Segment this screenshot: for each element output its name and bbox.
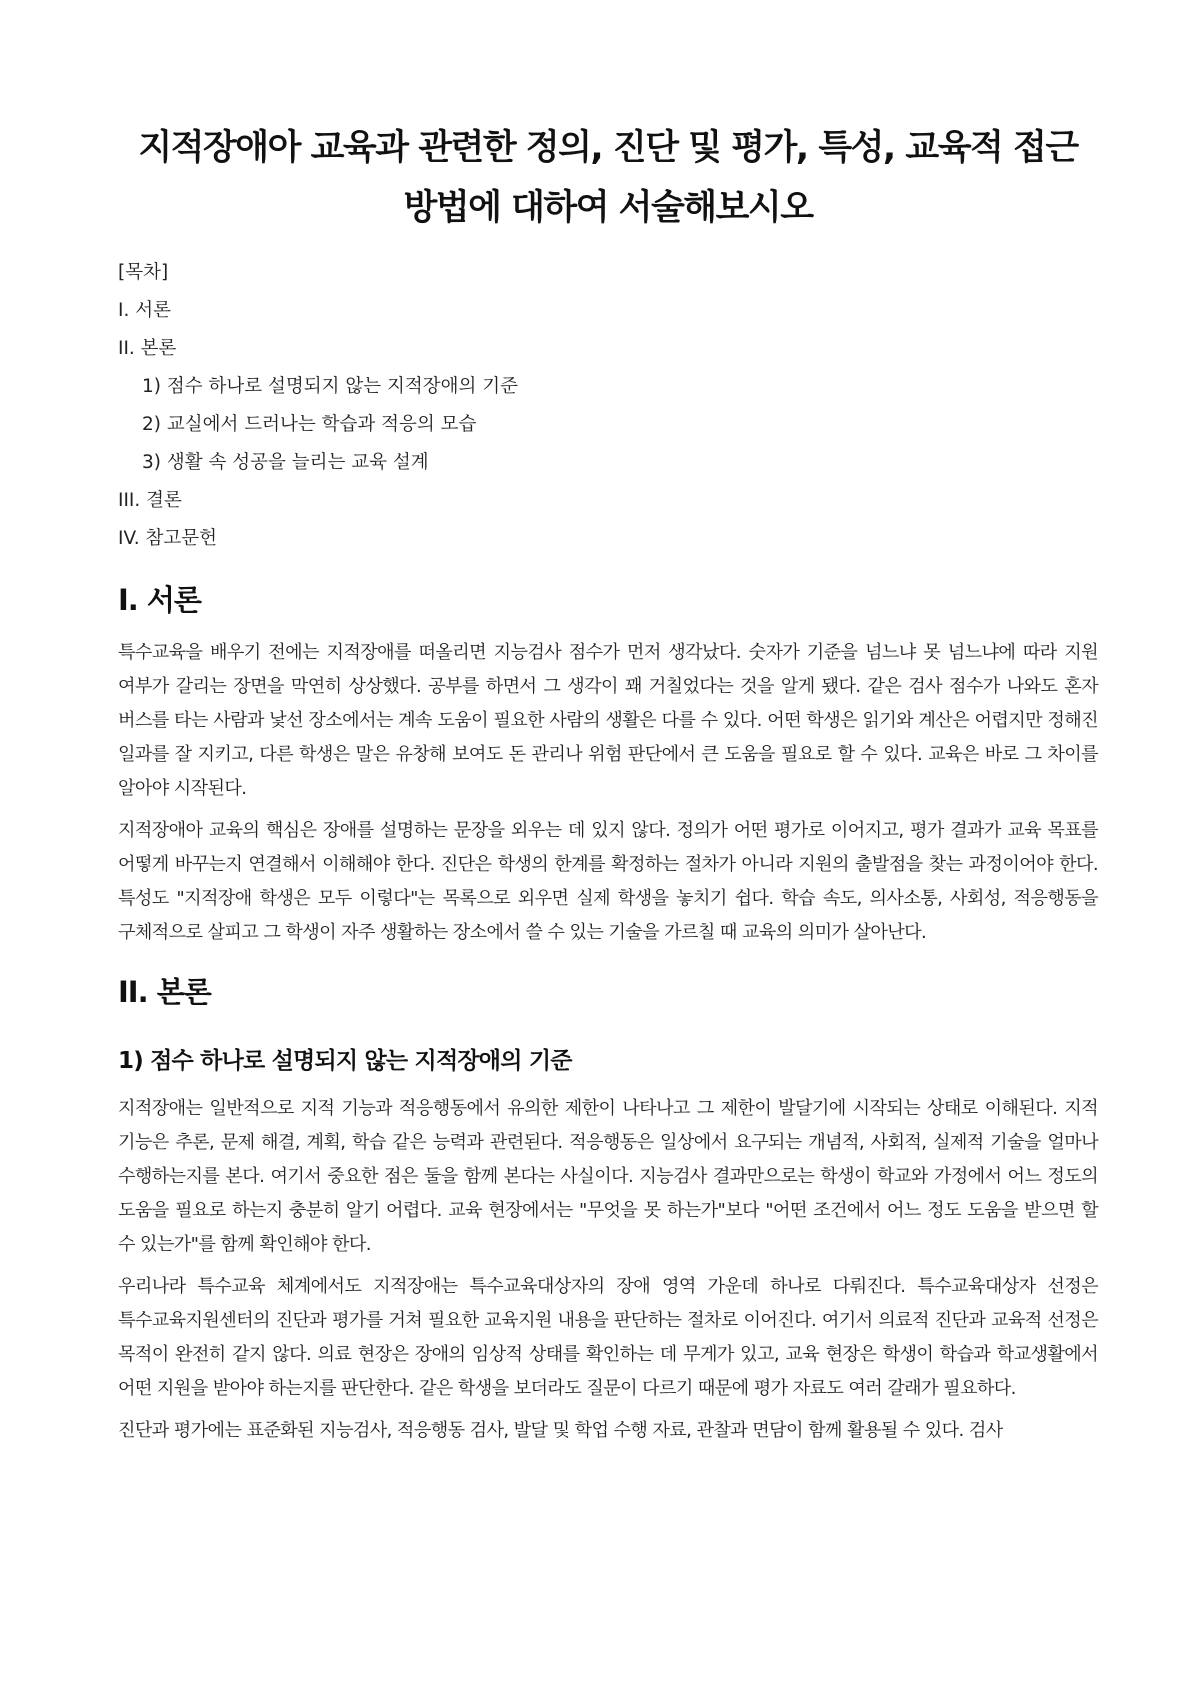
toc-item-intro: I. 서론: [118, 300, 171, 321]
toc-heading: [목차]: [118, 262, 169, 283]
body-paragraph: 우리나라 특수교육 체계에서도 지적장애는 특수교육대상자의 장애 영역 가운데 하나로 다뤄진다. 특수교육대상자 선정은 특수교육지원센터의 진단과 평가를 거쳐 필요한 교육지원 내용을 판단하는 절차로 이어진다. 여기서 의료적 진단과 교육적 선정은 목적이 완전히 같지 않다. 의료 현장은 장애의 임상적 상태를 확인하는 데 무게가 있고, 교육 현장은 학생이 학습과 학교생활에서 어떤 지원을 받아야 하는지를 판단한다. 같은 학생을 보더라도 질문이 다르기 때문에 평가 자료도 여러 갈래가 필요하다.: [118, 1276, 1098, 1399]
intro-paragraph: 특수교육을 배우기 전에는 지적장애를 떠올리면 지능검사 점수가 먼저 생각났다. 숫자가 기준을 넘느냐 못 넘느냐에 따라 지원 여부가 갈리는 장면을 막연히 상상했다. 공부를 하면서 그 생각이 꽤 거칠었다는 것을 알게 됐다. 같은 검사 점수가 나와도 혼자 버스를 타는 사람과 낯선 장소에서는 계속 도움이 필요한 사람의 생활은 다를 수 있다. 어떤 학생은 읽기와 계산은 어렵지만 정해진 일과를 잘 지키고, 다른 학생은 말은 유창해 보여도 돈 관리나 위험 판단에서 큰 도움을 필요로 할 수 있다. 교육은 바로 그 차이를 알아야 시작된다.: [118, 642, 1098, 799]
body-paragraph: 지적장애는 일반적으로 지적 기능과 적응행동에서 유의한 제한이 나타나고 그 제한이 발달기에 시작되는 상태로 이해된다. 지적 기능은 추론, 문제 해결, 계획, 학습 같은 능력과 관련된다. 적응행동은 일상에서 요구되는 개념적, 사회적, 실제적 기술을 얼마나 수행하는지를 본다. 여기서 중요한 점은 둘을 함께 본다는 사실이다. 지능검사 결과만으로는 학생이 학교와 가정에서 어느 정도의 도움을 필요로 하는지 충분히 알기 어렵다. 교육 현장에서는 "무엇을 못 하는가"보다 "어떤 조건에서 어느 정도 도움을 받으면 할 수 있는가"를 함께 확인해야 한다.: [118, 1098, 1098, 1255]
section-heading-body: II. 본론: [118, 975, 211, 1009]
subsection-heading-1: 1) 점수 하나로 설명되지 않는 지적장애의 기준: [118, 1048, 572, 1074]
document-page: [118, 118, 1098, 1456]
toc-item-references: IV. 참고문헌: [118, 528, 217, 549]
document-title: 지적장애아 교육과 관련한 정의, 진단 및 평가, 특성, 교육적 접근 방법에 대하여 서술해보시오: [138, 128, 1078, 228]
toc-item-body-3: 3) 생활 속 성공을 늘리는 교육 설계: [142, 452, 429, 473]
intro-paragraph: 지적장애아 교육의 핵심은 장애를 설명하는 문장을 외우는 데 있지 않다. 정의가 어떤 평가로 이어지고, 평가 결과가 교육 목표를 어떻게 바꾸는지 연결해서 이해해야 한다. 진단은 학생의 한계를 확정하는 절차가 아니라 지원의 출발점을 찾는 과정이어야 한다. 특성도 "지적장애 학생은 모두 이렇다"는 목록으로 외우면 실제 학생을 놓치기 쉽다. 학습 속도, 의사소통, 사회성, 적응행동을 구체적으로 살피고 그 학생이 자주 생활하는 장소에서 쓸 수 있는 기술을 가르칠 때 교육의 의미가 살아난다.: [118, 820, 1098, 943]
toc-item-body: II. 본론: [118, 338, 177, 359]
toc-item-body-2: 2) 교실에서 드러나는 학습과 적응의 모습: [142, 414, 477, 435]
toc-item-conclusion: III. 결론: [118, 490, 182, 511]
toc-item-body-1: 1) 점수 하나로 설명되지 않는 지적장애의 기준: [142, 376, 518, 397]
body-paragraph: 진단과 평가에는 표준화된 지능검사, 적응행동 검사, 발달 및 학업 수행 자료, 관찰과 면담이 함께 활용될 수 있다. 검사: [118, 1420, 1003, 1441]
table-of-contents: [118, 254, 1098, 558]
section-heading-intro: I. 서론: [118, 583, 201, 617]
